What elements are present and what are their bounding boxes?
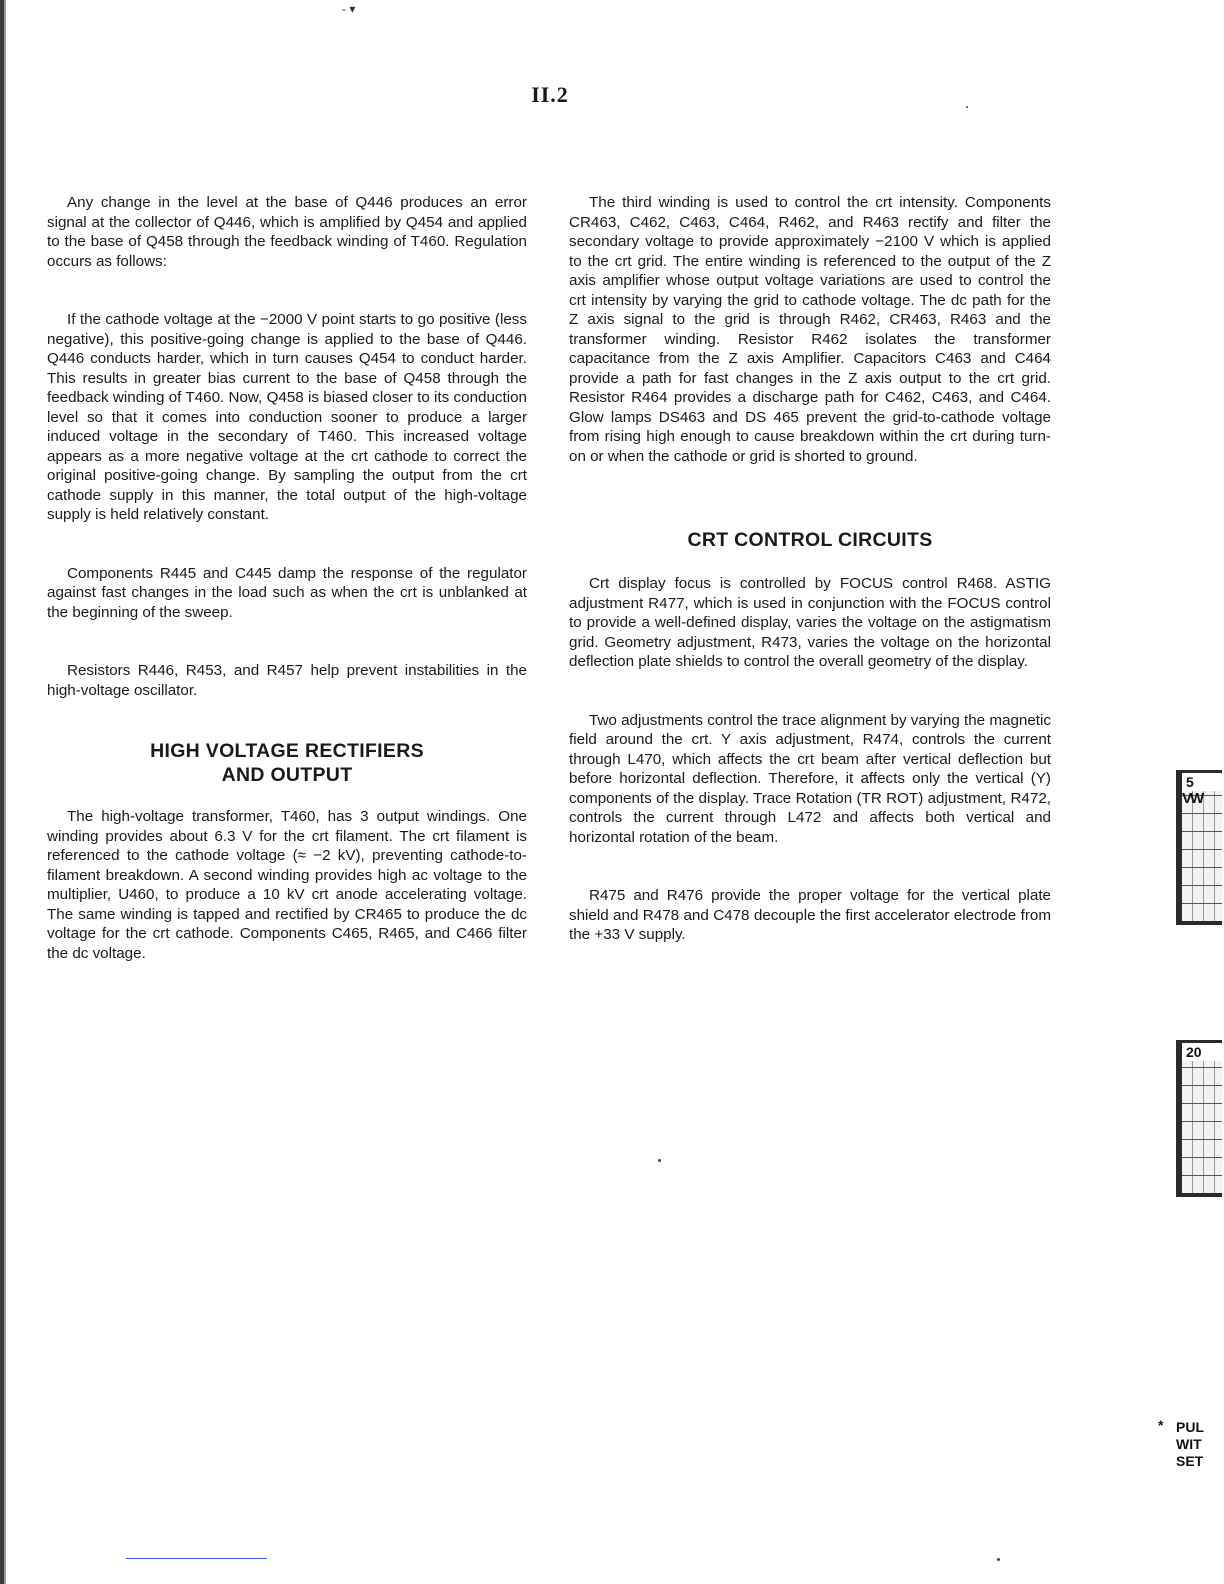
page-number: II.2: [531, 82, 569, 107]
graticule-waveform: VW: [1182, 790, 1203, 807]
paragraph-third-winding: The third winding is used to control the crt intensity. Components CR463, C462, C463, C464, R462, and R463 rectify and filter the secondary voltage to provide approximately −2100 V which is applied to the crt grid. The entire winding is referenced to the output of the Z axis amplifier whose output voltage variations are used to control the crt intensity by varying the grid to cathode voltage. The dc path for the Z axis signal to the grid is through R462, CR463, R463 and the transformer winding. Resistor R462 isolates the transformer capacitance from the Z axis Amplifier. Capacitors C463 and C464 provide a path for fast changes in the Z axis output to the crt grid. Resistor R464 provides a discharge path for C462, C463, and C464. Glow lamps DS463 and DS 465 prevent the grid-to-cathode voltage from rising high enough to cause breakdown within the crt during turn-on or when the cathode or grid is shorted to ground.: [569, 194, 1051, 465]
paragraph-regulation: If the cathode voltage at the −2000 V point starts to go positive (less negative), this positive-going change is applied to the base of Q446. Q446 conducts harder, which in turn causes Q454 to conduct harder. This results in greater bias current to the base of Q458 through the feedback winding of T460. Now, Q458 is biased closer to its conduction level so that it comes into conduction sooner to produce a larger induced voltage in the secondary of T460. This increased voltage appears as a more negative voltage at the crt cathode to correct the original positive-going change. By sampling the output from the crt cathode supply in this manner, the total output of the high-voltage supply is held relatively constant.: [47, 311, 527, 523]
paragraph-focus: Crt display focus is controlled by FOCUS control R468. ASTIG adjustment R477, which is used in conjunction with the FOCUS control to provide a well-defined display, varies the voltage on the astigmatism grid. Geometry adjustment, R473, varies the voltage on the horizontal deflection plate shields to control the overall geometry of the display.: [569, 575, 1051, 670]
paragraph-plate-shield: R475 and R476 provide the proper voltage for the vertical plate shield and R478 and C478 decouple the first accelerator electrode from the +33 V supply.: [569, 887, 1051, 943]
blue-underline-fragment: [126, 1558, 267, 1559]
scan-speck: [966, 106, 968, 108]
right-column: [569, 193, 1051, 945]
adjacent-page-note: [1158, 1419, 1224, 1470]
left-column: [47, 193, 527, 963]
paragraph-transformer: The high-voltage transformer, T460, has 3 output windings. One winding provides about 6.3 V for the crt filament. The crt filament is referenced to the cathode voltage (≈ −2 kV), preventing cathode-to-filament breakdown. A second winding provides high ac voltage to the multiplier, U460, to produce a 10 kV crt anode accelerating voltage. The same winding is tapped and rectified by CR465 to produce the dc voltage for the crt cathode. Components C465, R465, and C466 filter the dc voltage.: [47, 808, 527, 962]
section-heading-crt-control: CRT CONTROL CIRCUITS: [687, 529, 933, 551]
adjacent-page-graticule-1: [1176, 770, 1222, 925]
scan-edge-shadow-light: [4, 0, 6, 1584]
note-line-2: WIT: [1176, 1436, 1202, 1452]
section-heading-hv-rectifiers: [47, 739, 527, 787]
graticule-label-2: 20: [1182, 1043, 1222, 1061]
note-line-3: SET: [1176, 1453, 1204, 1469]
note-asterisk: *: [1158, 1417, 1164, 1433]
adjacent-page-graticule-2: [1176, 1040, 1222, 1197]
section-heading-line1: HIGH VOLTAGE RECTIFIERS: [150, 740, 424, 762]
paragraph-trace-alignment: Two adjustments control the trace alignment by varying the magnetic field around the crt. Y axis adjustment, R474, controls the current through L470, which affects the crt beam after vertical deflection but before horizontal deflection. Therefore, it affects only the vertical (Y) components of the display. Trace Rotation (TR ROT) adjustment, R472, controls the current through L472 and affects both vertical and horizontal rotation of the beam.: [569, 711, 1051, 846]
paragraph-damping: Components R445 and C445 damp the response of the regulator against fast changes in the load such as when the crt is unblanked at the beginning of the sweep.: [47, 564, 527, 621]
note-line-1: PUL: [1176, 1419, 1204, 1435]
scan-mark: - ▾: [342, 2, 356, 16]
paragraph-error-signal: Any change in the level at the base of Q446 produces an error signal at the collector of Q446, which is amplified by Q454 and applied to the base of Q458 through the feedback winding of T460. Regulation occurs as follows:: [47, 194, 527, 270]
section-heading-line2: AND OUTPUT: [221, 764, 353, 786]
scan-speck: [658, 1159, 661, 1162]
paragraph-instabilities: Resistors R446, R453, and R457 help prevent instabilities in the high-voltage oscillator.: [47, 662, 527, 699]
graticule-label-1: 5: [1182, 773, 1222, 791]
scan-speck: [997, 1558, 1000, 1561]
